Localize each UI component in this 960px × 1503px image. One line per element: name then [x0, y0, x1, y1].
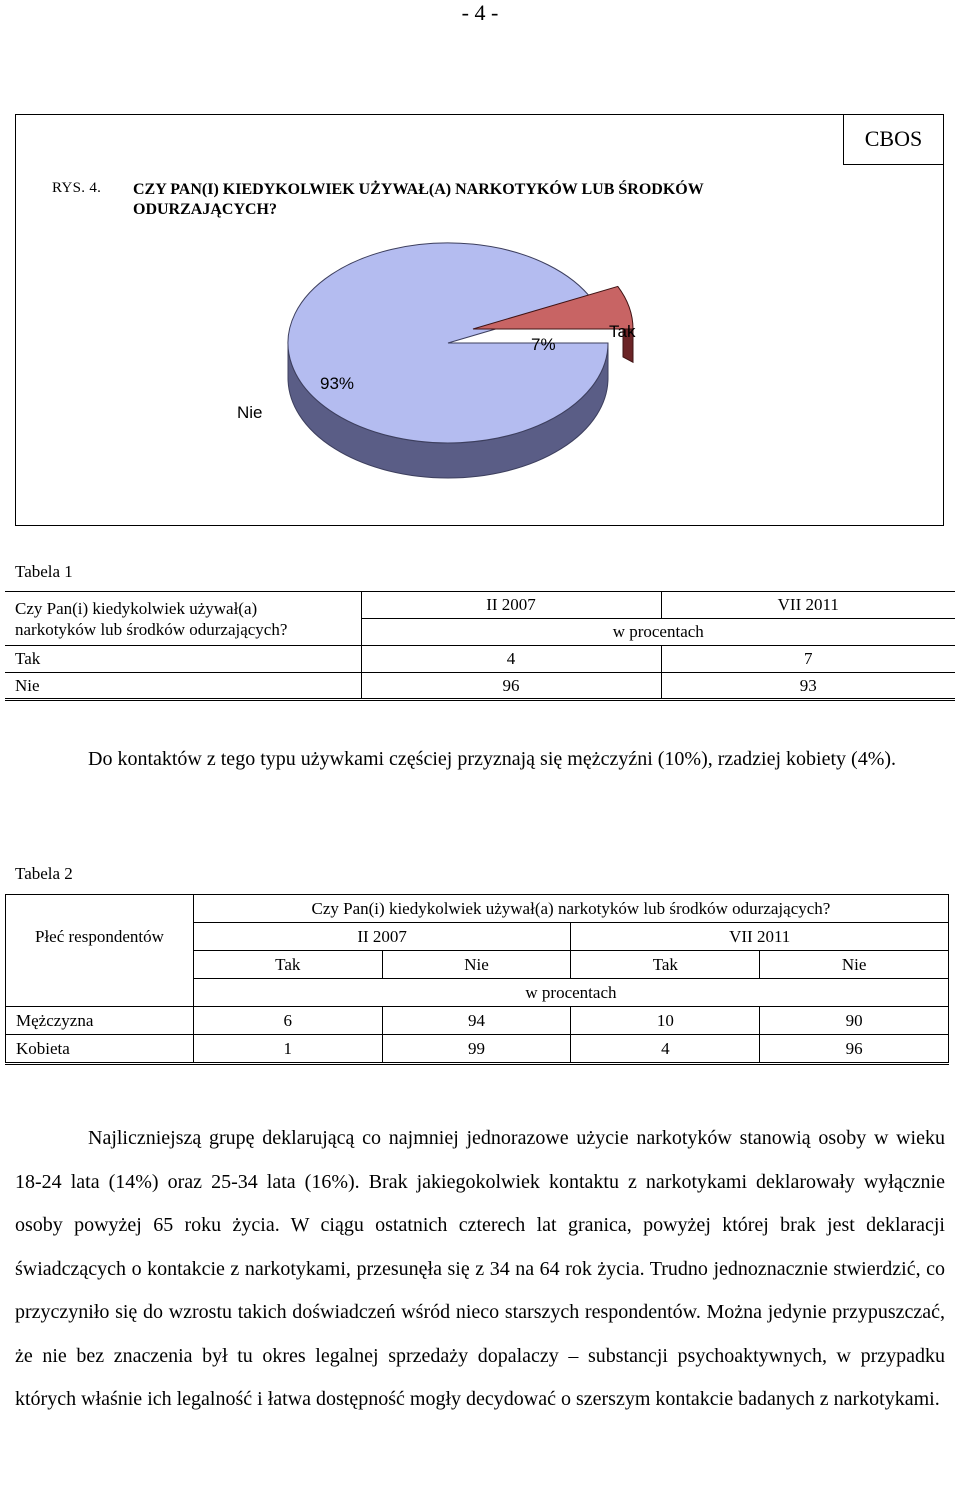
table2-row-label: Mężczyzna — [6, 1007, 194, 1035]
table1-caption: Tabela 1 — [15, 562, 73, 581]
pie-chart — [220, 240, 680, 510]
table2-row-label: Kobieta — [6, 1035, 194, 1064]
table2-period-2: VII 2011 — [571, 923, 949, 951]
table2-row-header: Płeć respondentów — [6, 895, 194, 979]
table2-cell: 90 — [760, 1007, 949, 1035]
table-row — [5, 673, 955, 700]
table1-cell: 93 — [661, 673, 955, 700]
table2-col-tak-2: Tak — [571, 951, 760, 979]
pie-category-label-tak: Tak — [609, 322, 636, 341]
table-row — [5, 646, 955, 673]
figure-title: CZY PAN(I) KIEDYKOLWIEK UŻYWAŁ(A) NARKOTYKÓW LUB ŚRODKÓW ODURZAJĄCYCH? — [133, 181, 704, 218]
table2-col-nie-1: Nie — [382, 951, 571, 979]
table2-cell: 4 — [571, 1035, 760, 1064]
table2-blank — [6, 979, 194, 1007]
table1-row-label: Tak — [5, 646, 361, 673]
source-badge: CBOS — [843, 114, 944, 165]
table1-col-header-2: VII 2011 — [661, 592, 955, 619]
page-number: - 4 - — [461, 0, 499, 25]
table1-cell: 4 — [361, 646, 661, 673]
table2-col-tak-1: Tak — [193, 951, 382, 979]
table2-question: Czy Pan(i) kiedykolwiek używał(a) narkotyków lub środków odurzających? — [193, 895, 948, 923]
paragraph-2: Najliczniejszą grupę deklarującą co najmniej jednorazowe użycie narkotyków stanowią osoby w wieku 18-24 lata (14%) oraz 25-34 lata (16%). Brak jakiegokolwiek kontaktu z narkotykami deklarowały wyłącznie osoby powyżej 65 roku życia. W ciągu ostatnich czterech lat granica, powyżej której brak jest deklaracji świadczących o kontakcie z narkotykami, przesunęła się z 34 na 64 rok życia. Trudno jednoznacznie stwierdzić, co przyczyniło się do wzrostu takich doświadczeń wśród nieco starszych respondentów. Można jedynie przypuszczać, że nie bez znaczenia był tu okres legalnej sprzedaży dopalaczy – substancji psychoaktywnych, w przypadku których właśnie ich legalność i łatwa dostępność mogły decydować o szerszym kontakcie badanych z narkotykami. — [15, 1127, 945, 1410]
table2-period-1: II 2007 — [193, 923, 571, 951]
table2-caption: Tabela 2 — [15, 864, 73, 883]
table1-row-label: Nie — [5, 673, 361, 700]
table1-question-line1: Czy Pan(i) kiedykolwiek używał(a) — [15, 598, 258, 618]
table2-cell: 6 — [193, 1007, 382, 1035]
table1-cell: 7 — [661, 646, 955, 673]
table2-cell: 96 — [760, 1035, 949, 1064]
table2-cell: 1 — [193, 1035, 382, 1064]
table2-cell: 94 — [382, 1007, 571, 1035]
pie-category-label-nie: Nie — [237, 403, 263, 422]
table2-col-nie-2: Nie — [760, 951, 949, 979]
table1-cell: 96 — [361, 673, 661, 700]
table1-unit: w procentach — [361, 619, 955, 646]
table1-question — [5, 592, 361, 646]
table1-col-header-1: II 2007 — [361, 592, 661, 619]
table2 — [5, 894, 949, 1065]
pie-value-label-nie: 93% — [320, 374, 355, 393]
table-row — [6, 1007, 949, 1035]
table1-question-line2: narkotyków lub środków odurzających? — [15, 619, 288, 639]
table2-unit: w procentach — [193, 979, 948, 1007]
pie-value-label-tak: 7% — [531, 335, 556, 354]
table1 — [5, 591, 955, 701]
table2-cell: 10 — [571, 1007, 760, 1035]
table2-cell: 99 — [382, 1035, 571, 1064]
table-row — [6, 1035, 949, 1064]
figure-label: RYS. 4. — [52, 180, 102, 196]
paragraph-1: Do kontaktów z tego typu używkami częściej przyznają się mężczyźni (10%), rzadziej kobiety (4%). — [88, 748, 897, 770]
pie-slice-nie — [288, 243, 608, 443]
